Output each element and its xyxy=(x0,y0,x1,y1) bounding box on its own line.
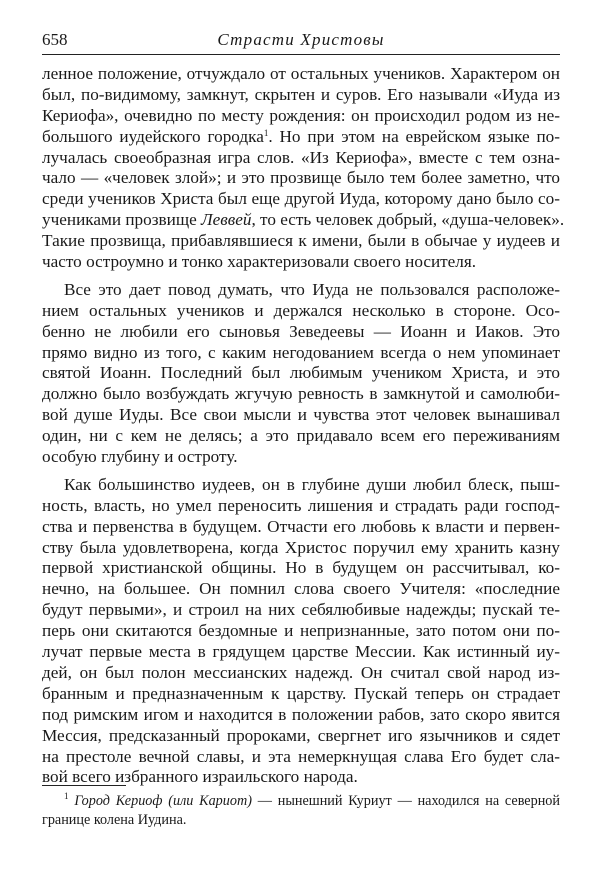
text-line: нием остальных учеников и держался несколько в стороне. Осо- xyxy=(42,300,560,320)
paragraph xyxy=(42,64,565,273)
text-line: Как большинство иудеев, он в глубине души любил блеск, пыш- xyxy=(64,474,560,494)
text-line: бенно не любили его сыновья Зеведеевы — Иоанн и Иаков. Это xyxy=(42,321,560,341)
text-line: первой христианской общины. Но в будущем он рассчитывал, ко- xyxy=(42,558,560,578)
text-line: под римским игом и находится в положении рабов, зато скоро явится xyxy=(42,704,560,724)
footnote-text: — нынешний Куриут — находился на северной xyxy=(251,793,560,809)
text-line: вой душе Иуды. Все свои мысли и чувства этот человек вынашивал xyxy=(42,405,560,425)
paragraph xyxy=(42,280,560,468)
text-line: один, ни с кем не делясь; а это придавало всем его переживаниям xyxy=(42,426,560,446)
text-line: лучалась своеобразная игра слов. «Из Кериофа», вместе с тем озна- xyxy=(42,147,560,167)
text-line: должно было возбуждать жгучую ревность в замкнутой и самолюби- xyxy=(42,384,560,404)
text-line: учениками прозвище Леввей, то есть человек добрый, «душа-человек». xyxy=(42,210,565,230)
footnote-line: границе колена Иудина. xyxy=(42,812,187,828)
text-line: ленное положение, отчуждало от остальных учеников. Характером он xyxy=(42,64,560,83)
footnote-line xyxy=(42,792,560,811)
text-line: ству была удовлетворена, когда Христос поручил ему хранить казну xyxy=(42,537,560,557)
text-line: ства и первенства в будущем. Отчасти его любовь к власти и первен- xyxy=(42,516,560,536)
text-line: вой всего избранного израильского народа. xyxy=(42,767,358,787)
text-line: нечно, на большее. Он помнил слова своего Учителя: «последние xyxy=(42,579,560,599)
footnote xyxy=(42,792,560,830)
text-line: ность, власть, но умел переносить лишения и страдать ради господ- xyxy=(42,495,560,515)
running-header xyxy=(42,28,560,55)
text-line: перь они скитаются бездомные и непризнанные, зато потом они по- xyxy=(42,621,560,641)
main-text xyxy=(42,64,565,795)
footnote-marker: 1 xyxy=(64,791,69,801)
footnote-italic: Город Кериоф (или xyxy=(74,793,200,809)
emphasized-name: Леввей xyxy=(201,210,252,230)
text-line: будут первыми», и строил на них себялюбивые надежды; пускай те- xyxy=(42,600,560,620)
footnote-divider xyxy=(42,785,126,786)
text-line: лучат первые места в грядущем царстве Мессии. Как истинный иу- xyxy=(42,642,560,662)
footnote-italic: Кариот) xyxy=(199,793,252,809)
text-line: среди учеников Христа был еще другой Иуда, которому дано было со- xyxy=(42,189,560,209)
text-line: Мессия, предсказанный пророками, свергнет иго язычников и сядет xyxy=(42,725,560,745)
text-line: прямо видно из того, с каким негодованием всегда о нем упоминает xyxy=(42,342,560,362)
page-number: 658 xyxy=(42,30,68,49)
text-line: на престоле вечной славы, и эта немеркнущая слава Его будет сла- xyxy=(42,746,560,766)
text-line: был, по-видимому, замкнут, скрытен и суров. Его называли «Иуда из xyxy=(42,84,560,104)
text-line: особую глубину и остроту. xyxy=(42,447,238,467)
text-line: дей, он был полон мессианских надежд. Он считал свой народ из- xyxy=(42,662,560,682)
text-line: бранным и предназначенным к царству. Пускай теперь он страдает xyxy=(42,683,560,703)
text-line: большого иудейского городка$^1$. Но при этом на еврейском языке по- xyxy=(42,126,560,146)
text-line: Кериофа», очевидно по месту рождения: он происходил родом из не- xyxy=(42,105,560,125)
text-line: Все это дает повод думать, что Иуда не пользовался расположе- xyxy=(64,279,560,299)
text-line: святой Иоанн. Последний был любимым учеником Христа, и это xyxy=(42,363,560,383)
footnote-ref[interactable]: 1 xyxy=(263,127,269,138)
text-line: Такие прозвища, прибавлявшиеся к имени, были в обычае у иудеев и xyxy=(42,231,560,251)
text-line: чало — «человек злой»; и это прозвище было тем более заметно, что xyxy=(42,168,560,188)
paragraph xyxy=(42,475,560,788)
running-title: Страсти Христовы xyxy=(217,30,385,49)
text-line: часто остроумно и тонко характеризовали своего носителя. xyxy=(42,252,477,272)
